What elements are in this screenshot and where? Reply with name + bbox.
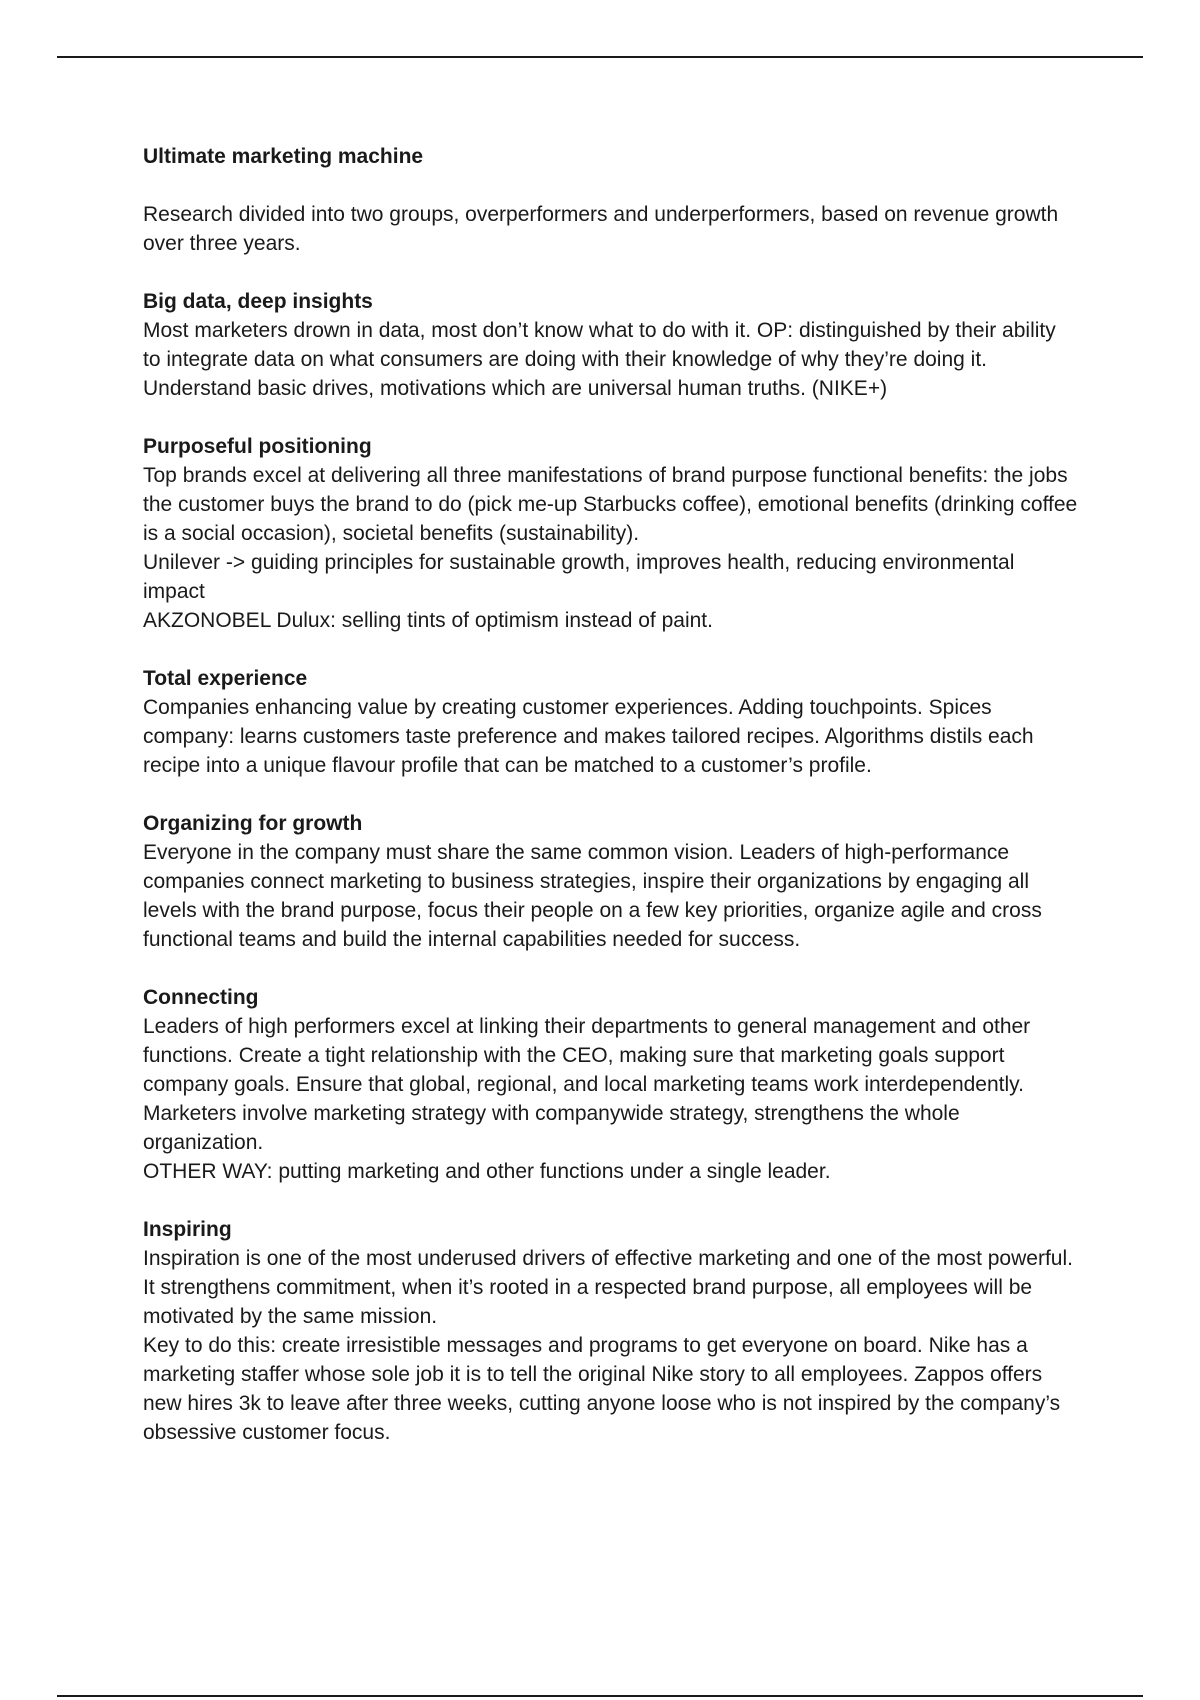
section-heading: Total experience	[143, 667, 308, 690]
section-big-data	[143, 287, 1078, 403]
section-paragraph: OTHER WAY: putting marketing and other functions under a single leader.	[143, 1160, 831, 1183]
section-paragraph: Leaders of high performers excel at linking their departments to general management and other functions. Create a tight relationship with the CEO, making sure that marketing goals support company goals. Ensure that global, regional, and local marketing teams work interdependently. Marketers involve marketing strategy with companywide strategy, strengthens the whole organization.	[143, 1015, 1031, 1154]
section-organizing-for-growth	[143, 809, 1078, 954]
section-connecting	[143, 983, 1078, 1186]
bottom-rule	[57, 1695, 1143, 1697]
section-heading: Purposeful positioning	[143, 435, 372, 458]
section-paragraph: AKZONOBEL Dulux: selling tints of optimism instead of paint.	[143, 609, 713, 632]
section-paragraph: Top brands excel at delivering all three manifestations of brand purpose functional benefits: the jobs the customer buys the brand to do (pick me-up Starbucks coffee), emotional benefits (drinking coffee is a social occasion), societal benefits (sustainability).	[143, 464, 1078, 545]
document-title: Ultimate marketing machine	[143, 145, 424, 168]
section-paragraph: Most marketers drown in data, most don’t know what to do with it. OP: distinguished by their ability to integrate data on what consumers are doing with their knowledge of why they’re doing it. Understand basic drives, motivations which are universal human truths. (NIKE+)	[143, 319, 1056, 400]
section-heading: Connecting	[143, 986, 259, 1009]
document-body	[143, 142, 1078, 1476]
section-paragraph: Everyone in the company must share the same common vision. Leaders of high-performance companies connect marketing to business strategies, inspire their organizations by engaging all levels with the brand purpose, focus their people on a few key priorities, organize agile and cross functional teams and build the internal capabilities needed for success.	[143, 841, 1042, 951]
intro-paragraph: Research divided into two groups, overperformers and underperformers, based on revenue growth over three years.	[143, 203, 1059, 255]
section-inspiring	[143, 1215, 1078, 1447]
section-total-experience	[143, 664, 1078, 780]
section-paragraph: Unilever -> guiding principles for sustainable growth, improves health, reducing environmental impact	[143, 551, 1015, 603]
section-heading: Organizing for growth	[143, 812, 363, 835]
section-paragraph: Inspiration is one of the most underused drivers of effective marketing and one of the most powerful. It strengthens commitment, when it’s rooted in a respected brand purpose, all employees will be motivated by the same mission.	[143, 1247, 1073, 1328]
section-paragraph: Companies enhancing value by creating customer experiences. Adding touchpoints. Spices company: learns customers taste preference and makes tailored recipes. Algorithms distils each recipe into a unique flavour profile that can be matched to a customer’s profile.	[143, 696, 1034, 777]
section-heading: Inspiring	[143, 1218, 232, 1241]
section-paragraph: Key to do this: create irresistible messages and programs to get everyone on board. Nike has a marketing staffer whose sole job it is to tell the original Nike story to all employees. Zappos offers new hires 3k to leave after three weeks, cutting anyone loose who is not inspired by the company’s obsessive customer focus.	[143, 1334, 1061, 1444]
section-purposeful-positioning	[143, 432, 1078, 635]
top-rule	[57, 56, 1143, 58]
section-heading: Big data, deep insights	[143, 290, 373, 313]
